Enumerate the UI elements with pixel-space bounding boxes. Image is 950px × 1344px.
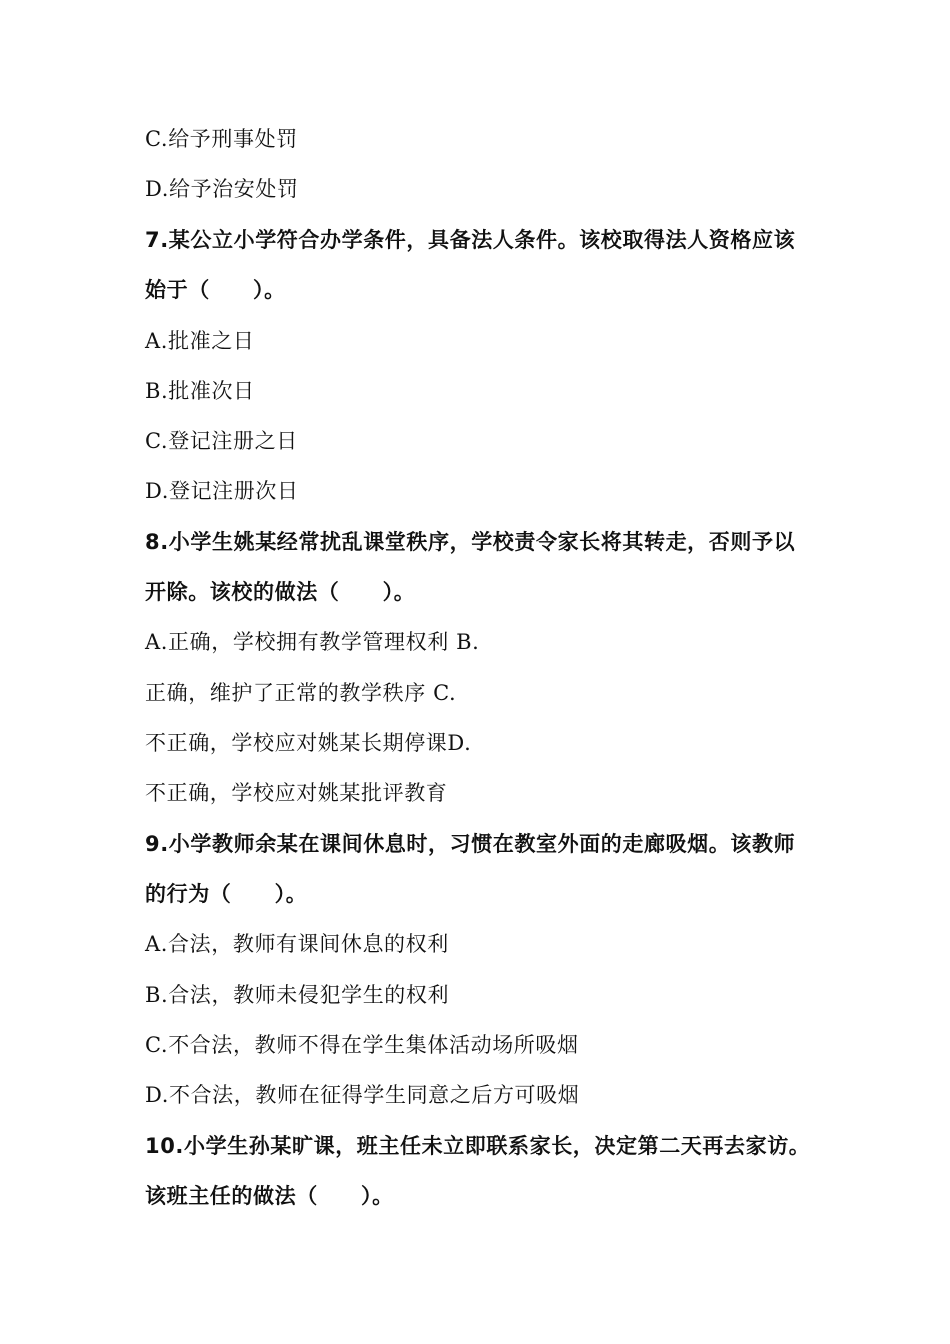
option-7c: C.登记注册之日 xyxy=(145,429,298,453)
option-7d: D.登记注册次日 xyxy=(145,479,299,503)
option-6c: C.给予刑事处罚 xyxy=(145,127,298,151)
option-8a: A.正确，学校拥有教学管理权利 B. xyxy=(145,630,480,654)
question-9-line-2: 的行为（ ）。 xyxy=(145,882,308,906)
question-10-line-2: 该班主任的做法（ ）。 xyxy=(145,1184,394,1208)
option-9c: C.不合法，教师不得在学生集体活动场所吸烟 xyxy=(145,1033,579,1057)
option-9d: D.不合法，教师在征得学生同意之后方可吸烟 xyxy=(145,1083,580,1107)
option-7a: A.批准之日 xyxy=(145,329,255,353)
question-8-line-2: 开除。该校的做法（ ）。 xyxy=(145,580,416,604)
question-9-line-1: 9.小学教师余某在课间休息时，习惯在教室外面的走廊吸烟。该教师 xyxy=(145,832,796,856)
question-7-line-1: 7.某公立小学符合办学条件，具备法人条件。该校取得法人资格应该 xyxy=(145,228,796,252)
question-10-line-1: 10.小学生孙某旷课，班主任未立即联系家长，决定第二天再去家访。 xyxy=(145,1134,811,1158)
question-7-line-2: 始于（ ）。 xyxy=(145,278,286,302)
option-8d: 不正确，学校应对姚某批评教育 xyxy=(145,781,448,805)
option-8b: 正确，维护了正常的教学秩序 C. xyxy=(145,681,457,705)
question-8-line-1: 8.小学生姚某经常扰乱课堂秩序，学校责令家长将其转走，否则予以 xyxy=(145,530,796,554)
option-7b: B.批准次日 xyxy=(145,379,255,403)
option-6d: D.给予治安处罚 xyxy=(145,177,299,201)
option-9b: B.合法，教师未侵犯学生的权利 xyxy=(145,983,450,1007)
option-9a: A.合法，教师有课间休息的权利 xyxy=(145,932,449,956)
option-8c: 不正确，学校应对姚某长期停课D. xyxy=(145,731,472,755)
